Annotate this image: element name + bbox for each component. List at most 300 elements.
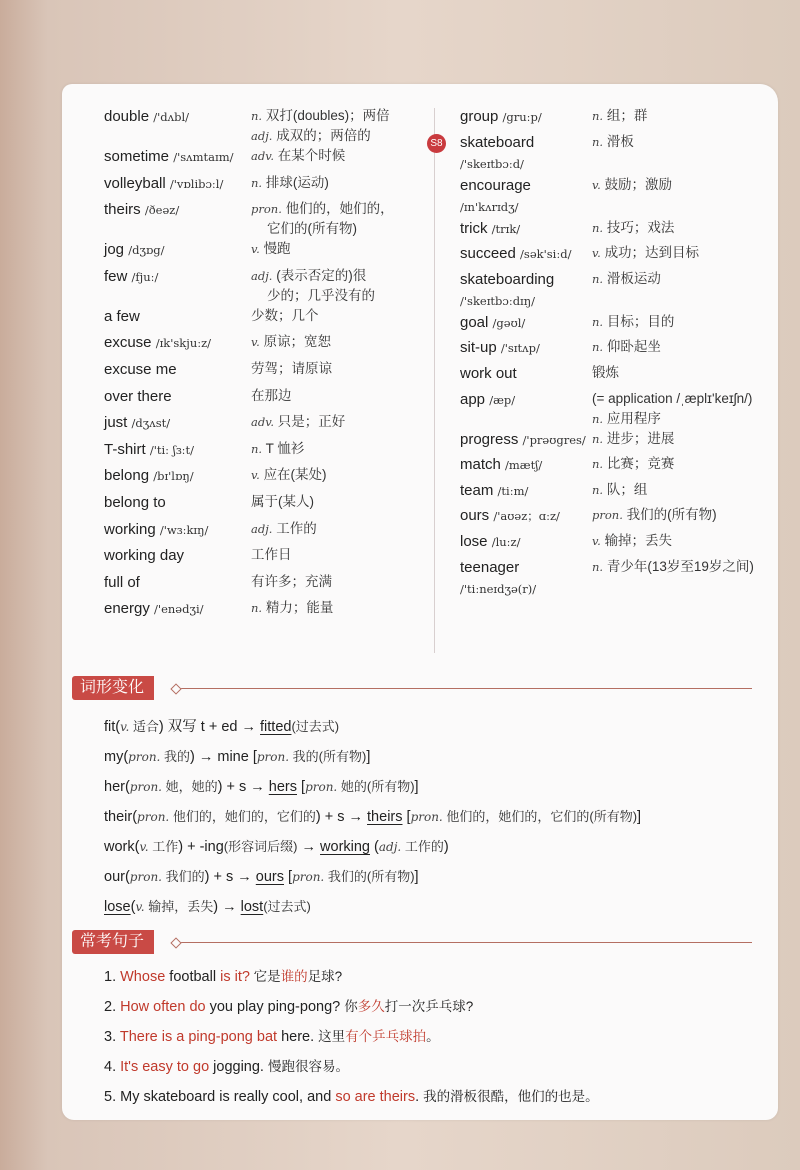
part-of-speech: n. xyxy=(251,175,263,190)
text-run: here. xyxy=(277,1029,319,1045)
vocab-phonetic: /trɪk/ xyxy=(491,221,521,236)
meaning-text: 慢跑 xyxy=(263,241,291,257)
vocab-headword: app xyxy=(460,390,486,408)
vocab-meaning xyxy=(592,505,778,525)
vocab-word xyxy=(430,132,592,175)
section-rule xyxy=(172,942,752,943)
meaning-text: 成双的；两倍的 xyxy=(276,128,371,143)
vocab-headword: progress xyxy=(460,430,519,448)
vocab-entry xyxy=(104,106,424,146)
vocab-entry xyxy=(460,480,778,506)
word-forms-header xyxy=(72,676,762,702)
meaning-text: 它们的(所有物) xyxy=(267,221,357,237)
vocab-headword: excuse xyxy=(104,334,152,352)
vocab-entry xyxy=(104,239,424,266)
vocab-word xyxy=(460,389,592,411)
vocab-entry xyxy=(460,106,778,132)
text-run: 这里 xyxy=(318,1029,346,1044)
meaning-line xyxy=(251,239,424,259)
vocab-meaning xyxy=(251,106,424,146)
vocab-headword: energy xyxy=(104,600,150,618)
text-run: v. xyxy=(120,720,130,734)
text-run: pron. xyxy=(129,870,162,884)
unit-badge: S8 xyxy=(427,134,446,153)
vocab-word xyxy=(104,106,251,128)
vocab-phonetic: /fjuː/ xyxy=(131,269,159,284)
text-run: . xyxy=(415,1089,424,1105)
meaning-line xyxy=(592,218,778,238)
vocab-entry xyxy=(104,598,424,625)
meaning-text: 少数；几个 xyxy=(251,307,319,323)
vocab-headword: skateboard xyxy=(460,133,535,151)
text-run: my( xyxy=(104,749,129,765)
vocab-meaning xyxy=(251,332,424,352)
vocab-word xyxy=(460,243,592,265)
part-of-speech: n. xyxy=(592,431,604,446)
key-sentence xyxy=(104,962,599,992)
part-of-speech: n. xyxy=(251,441,263,456)
text-run: fit( xyxy=(104,719,121,735)
meaning-text: 成功；达到目标 xyxy=(604,245,700,261)
vocab-phonetic: /ɪk'skjuːz/ xyxy=(155,336,212,351)
text-run: theirs xyxy=(367,809,403,825)
meaning-text: 青少年(13岁至19岁之间) xyxy=(606,558,754,574)
text-run: There is a ping-pong bat xyxy=(119,1029,278,1045)
meaning-text: 他们的，她们的， xyxy=(285,201,394,217)
text-run: ) 双写 t + ed → xyxy=(158,719,261,735)
vocab-entry xyxy=(104,359,424,386)
vocab-phonetic: /æp/ xyxy=(489,392,516,407)
vocab-phonetic: /'prəʊgres/ xyxy=(522,432,586,447)
text-run: 我的滑板很酷，他们的也是。 xyxy=(423,1089,599,1104)
meaning-text: 锻炼 xyxy=(592,364,619,380)
vocab-meaning xyxy=(251,492,424,512)
meaning-text: 队；组 xyxy=(606,481,648,497)
vocab-phonetic: /mætʃ/ xyxy=(505,458,543,473)
vocab-entry xyxy=(104,306,424,333)
text-run: 工作 xyxy=(148,839,179,854)
meaning-line xyxy=(592,337,778,357)
text-run: 我的(所有物) xyxy=(289,749,367,764)
meaning-text: (表示否定的)很 xyxy=(276,267,367,283)
part-of-speech: n. xyxy=(592,482,604,497)
vocab-headword: double xyxy=(104,108,150,125)
text-run: pron. xyxy=(137,810,170,824)
meaning-text: 滑板 xyxy=(606,133,634,149)
vocab-entry xyxy=(460,557,778,600)
text-run: 慢跑很容易。 xyxy=(268,1059,349,1074)
vocab-word xyxy=(460,480,592,502)
text-run: pron. xyxy=(305,780,338,794)
meaning-line xyxy=(251,519,424,539)
meaning-line xyxy=(592,106,778,126)
meaning-line xyxy=(251,286,424,306)
meaning-text: 滑板运动 xyxy=(606,270,661,286)
word-form-line xyxy=(104,892,641,922)
meaning-text: 少的；几乎没有的 xyxy=(267,287,375,303)
key-sentence xyxy=(104,1082,599,1112)
vocab-entry xyxy=(460,312,778,338)
vocab-meaning xyxy=(251,266,424,306)
vocab-meaning xyxy=(592,312,778,332)
text-run: 工作的 xyxy=(401,839,444,854)
vocab-word xyxy=(460,312,592,334)
text-run: v. xyxy=(135,900,145,914)
meaning-text: 应在(某处) xyxy=(263,467,327,483)
part-of-speech: n. xyxy=(592,220,604,235)
vocab-word xyxy=(460,175,592,218)
meaning-line xyxy=(251,146,424,166)
meaning-line xyxy=(592,505,778,525)
vocab-word xyxy=(460,363,592,384)
vocab-headword: volleyball xyxy=(104,174,166,192)
vocab-phonetic: /'dʌbl/ xyxy=(153,110,190,124)
vocab-phonetic: /bɪ'lɒŋ/ xyxy=(153,469,194,484)
vocab-entry xyxy=(104,439,424,466)
vocab-headword: few xyxy=(104,267,128,285)
vocab-headword: trick xyxy=(460,219,488,237)
vocab-headword: ours xyxy=(460,507,490,525)
text-run: ] xyxy=(414,779,419,795)
vocab-meaning xyxy=(592,106,778,126)
key-sentence xyxy=(104,1052,599,1082)
word-form-line xyxy=(104,832,641,862)
vocab-word xyxy=(460,269,592,312)
vocab-word xyxy=(104,572,251,593)
meaning-text: 排球(运动) xyxy=(265,174,329,190)
part-of-speech: n. xyxy=(592,411,604,426)
text-run: [ xyxy=(297,779,306,795)
meaning-line xyxy=(592,312,778,332)
text-run: 我们的 xyxy=(161,869,205,884)
vocab-headword: working xyxy=(104,520,156,538)
text-run: ) → xyxy=(213,899,241,915)
text-run: ) + s → xyxy=(217,779,269,795)
text-run: 4. xyxy=(104,1059,121,1075)
meaning-text: 在某个时候 xyxy=(277,148,346,163)
text-run: pron. xyxy=(128,750,161,764)
text-run: 5. My skateboard is really cool, and xyxy=(104,1089,336,1105)
meaning-line xyxy=(251,439,424,459)
text-run: hers xyxy=(268,779,297,795)
meaning-line xyxy=(592,557,778,577)
meaning-text: 进步；进展 xyxy=(606,430,675,446)
vocab-entry xyxy=(104,572,424,599)
meaning-line xyxy=(592,480,778,500)
vocab-entry xyxy=(104,545,424,572)
vocab-phonetic: /gruːp/ xyxy=(502,110,542,124)
text-run: ] xyxy=(414,869,419,885)
vocab-meaning xyxy=(592,363,778,383)
vocab-headword: work out xyxy=(460,364,517,382)
meaning-line xyxy=(592,531,778,551)
vocab-word xyxy=(460,505,592,527)
meaning-line xyxy=(251,173,424,193)
meaning-line xyxy=(251,492,424,512)
vocab-word xyxy=(460,218,592,240)
vocab-meaning xyxy=(251,598,424,618)
key-sentence xyxy=(104,992,599,1022)
vocab-word xyxy=(460,429,592,451)
vocab-meaning xyxy=(251,465,424,485)
text-run: Whose xyxy=(120,969,166,985)
vocab-meaning xyxy=(592,132,778,152)
vocab-word xyxy=(460,106,592,128)
text-run: adj. xyxy=(378,840,402,854)
part-of-speech: adj. xyxy=(251,268,273,283)
vocab-headword: match xyxy=(460,456,501,474)
text-run: 她的(所有物) xyxy=(337,779,415,794)
vocab-meaning xyxy=(592,269,778,289)
vocab-word xyxy=(104,519,251,541)
meaning-line xyxy=(251,545,424,565)
text-run: fitted xyxy=(260,719,292,735)
word-form-line xyxy=(104,862,641,892)
vocab-entry xyxy=(104,386,424,413)
vocab-phonetic: /gəʊl/ xyxy=(492,315,526,330)
meaning-text: 目标；目的 xyxy=(606,313,675,329)
text-run: It's easy to go xyxy=(120,1059,210,1075)
text-run: 多久 xyxy=(357,999,385,1014)
word-form-line xyxy=(104,802,641,832)
meaning-line xyxy=(592,132,778,152)
text-run: is it? xyxy=(220,969,250,985)
meaning-text: 有许多；充满 xyxy=(251,573,332,589)
vocab-entry xyxy=(104,465,424,492)
text-run: ( xyxy=(370,839,379,855)
vocab-headword: excuse me xyxy=(104,360,177,378)
vocab-headword: a few xyxy=(104,307,140,325)
vocab-meaning xyxy=(592,480,778,500)
vocab-meaning xyxy=(592,389,778,429)
meaning-line xyxy=(592,175,778,195)
vocab-headword: sometime xyxy=(104,148,170,165)
vocab-word xyxy=(104,173,251,195)
vocab-headword: working day xyxy=(104,547,185,565)
text-run: 我的 xyxy=(160,749,190,764)
part-of-speech: v. xyxy=(251,335,260,350)
meaning-text: 双打(doubles)；两倍 xyxy=(265,108,390,123)
vocab-meaning xyxy=(251,173,424,193)
vocab-word xyxy=(104,598,251,620)
meaning-text: 比赛；竞赛 xyxy=(606,456,675,472)
text-run: 足球? xyxy=(307,969,343,984)
part-of-speech: adj. xyxy=(251,129,273,143)
vocab-headword: over there xyxy=(104,387,172,405)
vocab-headword: theirs xyxy=(104,201,141,219)
text-run: work( xyxy=(104,839,140,855)
text-run: 他们的，她们的，它们的(所有物) xyxy=(442,809,638,824)
text-run: 它是 xyxy=(249,969,281,984)
part-of-speech: v. xyxy=(251,468,260,483)
vocab-meaning xyxy=(592,337,778,357)
meaning-line xyxy=(592,409,778,429)
text-run: her( xyxy=(104,779,130,795)
text-run: ) xyxy=(443,839,449,855)
text-run: ours xyxy=(255,869,284,885)
vocab-word xyxy=(460,337,592,359)
text-run: pron. xyxy=(410,810,443,824)
text-run: 她，她的 xyxy=(161,779,218,794)
meaning-text: 鼓励；激励 xyxy=(604,176,673,192)
vocab-meaning xyxy=(251,306,424,326)
vocab-entry xyxy=(460,531,778,557)
text-run: → xyxy=(297,839,321,855)
meaning-text: 只是；正好 xyxy=(277,414,346,430)
part-of-speech: pron. xyxy=(251,202,282,217)
vocab-word xyxy=(104,332,251,354)
text-run: (形容词后缀) xyxy=(223,839,298,854)
meaning-text: 应用程序 xyxy=(606,410,661,426)
part-of-speech: n. xyxy=(251,109,263,123)
vocab-word xyxy=(460,531,592,553)
vocab-headword: skateboarding xyxy=(460,270,555,288)
vocab-entry xyxy=(104,199,424,239)
meaning-line xyxy=(592,454,778,474)
text-run: you play ping-pong? xyxy=(205,999,345,1015)
vocab-entry xyxy=(104,519,424,546)
text-run: (过去式) xyxy=(291,719,340,734)
vocab-entry xyxy=(460,269,778,312)
vocab-word xyxy=(460,454,592,476)
text-run: ) → mine [ xyxy=(189,749,257,765)
word-form-line xyxy=(104,772,641,802)
vocab-phonetic: /ɪn'kʌrɪdʒ/ xyxy=(460,199,519,214)
meaning-line xyxy=(592,429,778,449)
text-run: 打一次乒乓球? xyxy=(384,999,474,1014)
text-run: our( xyxy=(104,869,130,885)
text-run: 3. xyxy=(104,1029,120,1045)
text-run: 。 xyxy=(426,1029,440,1044)
text-run: 2. xyxy=(104,999,121,1015)
vocab-meaning xyxy=(251,545,424,565)
meaning-text: 劳驾；请原谅 xyxy=(251,360,332,376)
part-of-speech: adv. xyxy=(251,415,275,430)
vocab-phonetic: /'vɒlibɔːl/ xyxy=(169,176,224,191)
vocab-meaning xyxy=(592,429,778,449)
vocab-phonetic: /'skeɪtbɔːdɪŋ/ xyxy=(460,293,536,308)
text-run: ] xyxy=(637,809,642,825)
meaning-line xyxy=(251,106,424,126)
vocab-phonetic: /sək'siːd/ xyxy=(520,247,572,262)
text-run: ) + s → xyxy=(315,809,368,825)
vocab-meaning xyxy=(592,218,778,238)
vocab-headword: succeed xyxy=(460,245,516,263)
text-run: ) + -ing xyxy=(178,839,224,855)
text-run: lost xyxy=(240,899,264,915)
meaning-text: 属于(某人) xyxy=(251,493,314,509)
sentences-header xyxy=(72,930,762,956)
meaning-line xyxy=(251,199,424,219)
vocab-word xyxy=(104,146,251,168)
meaning-line xyxy=(251,572,424,592)
meaning-line xyxy=(251,332,424,352)
vocab-headword: encourage xyxy=(460,176,531,194)
vocab-headword: group xyxy=(460,108,499,125)
text-run: 适合 xyxy=(129,719,159,734)
vocab-meaning xyxy=(592,175,778,195)
meaning-text: 原谅；宽恕 xyxy=(263,334,332,350)
meaning-line xyxy=(251,266,424,286)
part-of-speech: adv. xyxy=(251,149,275,163)
text-run: working xyxy=(320,839,370,855)
part-of-speech: v. xyxy=(592,177,601,192)
vocab-phonetic: /dʒʌst/ xyxy=(131,416,171,431)
vocab-meaning xyxy=(251,199,424,239)
text-run: [ xyxy=(284,869,293,885)
meaning-line xyxy=(592,389,778,409)
text-run: pron. xyxy=(129,780,162,794)
vocab-entry xyxy=(104,412,424,439)
vocab-word xyxy=(104,266,251,288)
vocab-phonetic: /'aʊəz；ɑːz/ xyxy=(493,509,560,524)
part-of-speech: n. xyxy=(592,457,604,472)
word-forms-list xyxy=(104,712,641,922)
meaning-text: 仰卧起坐 xyxy=(606,339,661,355)
meaning-line xyxy=(251,306,424,326)
text-run: 他们的，她们的，它们的 xyxy=(169,809,316,824)
vocab-phonetic: /'wɜːkɪŋ/ xyxy=(159,522,209,537)
vocab-phonetic: /luːz/ xyxy=(491,534,521,549)
part-of-speech: n. xyxy=(592,134,604,149)
vocab-entry xyxy=(460,243,778,269)
meaning-text: 精力；能量 xyxy=(265,600,334,616)
text-run: 谁的 xyxy=(280,969,308,984)
meaning-line xyxy=(251,359,424,379)
vocab-meaning xyxy=(251,519,424,539)
vocab-headword: T-shirt xyxy=(104,440,146,458)
vocab-entry xyxy=(104,146,424,173)
meaning-text: 我们的(所有物) xyxy=(626,507,717,523)
meaning-text: (= application /ˌæplɪ'keɪʃn/) xyxy=(592,390,753,406)
text-run: jogging. xyxy=(209,1059,268,1075)
vocab-meaning xyxy=(251,386,424,406)
vocab-entry xyxy=(104,332,424,359)
vocab-entry xyxy=(104,266,424,306)
text-run: pron. xyxy=(292,870,325,884)
meaning-text: 工作日 xyxy=(251,547,292,563)
vocab-entry xyxy=(460,175,778,218)
meaning-line xyxy=(592,363,778,383)
text-run: 输掉，丢失 xyxy=(144,899,214,914)
vocab-word xyxy=(104,545,251,566)
part-of-speech: v. xyxy=(592,246,601,261)
vocab-entry xyxy=(460,337,778,363)
section-rule xyxy=(172,688,752,689)
vocab-headword: lose xyxy=(460,532,488,550)
vocab-word xyxy=(104,386,251,407)
vocab-headword: team xyxy=(460,481,494,499)
vocab-meaning xyxy=(251,412,424,432)
vocab-column-right xyxy=(430,106,778,600)
word-form-line xyxy=(104,742,641,772)
vocab-entry xyxy=(104,492,424,519)
vocab-headword: belong xyxy=(104,467,150,485)
vocab-phonetic: /'sʌmtaɪm/ xyxy=(173,150,234,164)
vocab-headword: teenager xyxy=(460,558,520,576)
vocab-entry xyxy=(430,132,778,175)
vocab-headword: full of xyxy=(104,573,140,591)
vocab-meaning xyxy=(251,439,424,459)
vocab-headword: just xyxy=(104,414,128,432)
vocab-word xyxy=(104,492,251,513)
part-of-speech: n. xyxy=(592,314,604,329)
meaning-line xyxy=(592,269,778,289)
vocab-headword: belong to xyxy=(104,493,166,511)
text-run: ] xyxy=(366,749,371,765)
text-run: football xyxy=(165,969,221,985)
meaning-text: 技巧；戏法 xyxy=(606,219,675,235)
